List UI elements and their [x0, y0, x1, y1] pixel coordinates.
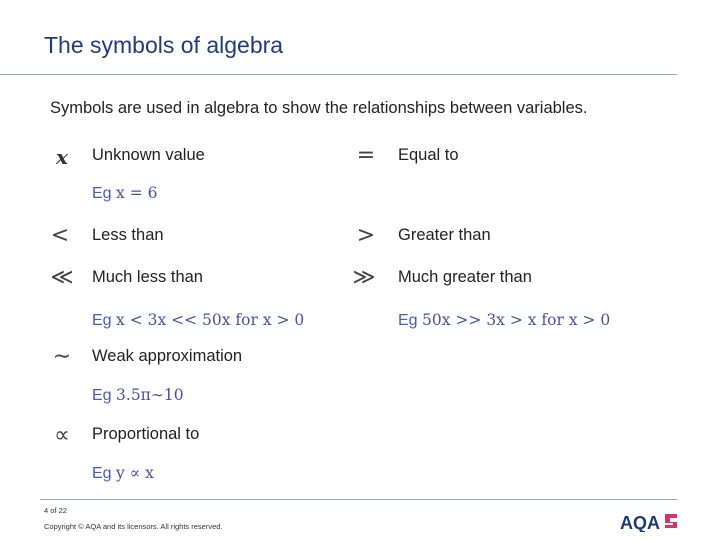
example-prefix: Eg — [92, 387, 112, 404]
title-divider — [0, 74, 677, 75]
italic-x-icon: x — [56, 145, 68, 169]
greater-than-sign-icon: > — [356, 223, 376, 248]
example-much-greater-expression: 50x >> 3x > x for x > 0 — [422, 311, 611, 329]
proportional-to-label: Proportional to — [92, 425, 200, 443]
much-greater-than-label: Much greater than — [398, 268, 532, 286]
page-title: The symbols of algebra — [44, 32, 284, 58]
intro-text: Symbols are used in algebra to show the relationships between variables. — [50, 99, 588, 117]
example-approximation — [92, 386, 184, 405]
page-number: 4 of 22 — [44, 506, 67, 515]
example-proportional-expression: y ∝ x — [116, 464, 154, 482]
svg-text:AQA: AQA — [620, 513, 660, 532]
tilde-sign-icon: ∼ — [52, 344, 72, 369]
aqa-logo — [620, 510, 680, 532]
example-proportional — [92, 464, 154, 483]
much-less-than-sign-icon: ≪ — [50, 265, 74, 290]
weak-approximation-label: Weak approximation — [92, 347, 243, 365]
example-unknown-expression: x = 6 — [116, 184, 158, 202]
equal-to-label: Equal to — [398, 146, 459, 164]
example-prefix: Eg — [92, 465, 112, 482]
unknown-value-label: Unknown value — [92, 146, 205, 164]
example-prefix: Eg — [92, 185, 112, 202]
much-less-than-label: Much less than — [92, 268, 203, 286]
much-greater-than-sign-icon: ≫ — [352, 265, 376, 290]
example-prefix: Eg — [92, 312, 112, 329]
example-much-less — [92, 311, 304, 330]
copyright-notice: Copyright © AQA and its licensors. All rights reserved. — [44, 522, 223, 531]
example-prefix: Eg — [398, 312, 418, 329]
footer-divider — [40, 499, 677, 500]
less-than-sign-icon: < — [50, 223, 70, 248]
example-approximation-expression: 3.5π∼10 — [116, 386, 184, 404]
equals-sign-icon: = — [356, 143, 376, 168]
less-than-label: Less than — [92, 226, 164, 244]
greater-than-label: Greater than — [398, 226, 491, 244]
example-much-greater — [398, 311, 610, 330]
proportional-sign-icon: ∝ — [54, 423, 70, 448]
example-much-less-expression: x < 3x << 50x for x > 0 — [116, 311, 305, 329]
example-unknown — [92, 184, 157, 203]
